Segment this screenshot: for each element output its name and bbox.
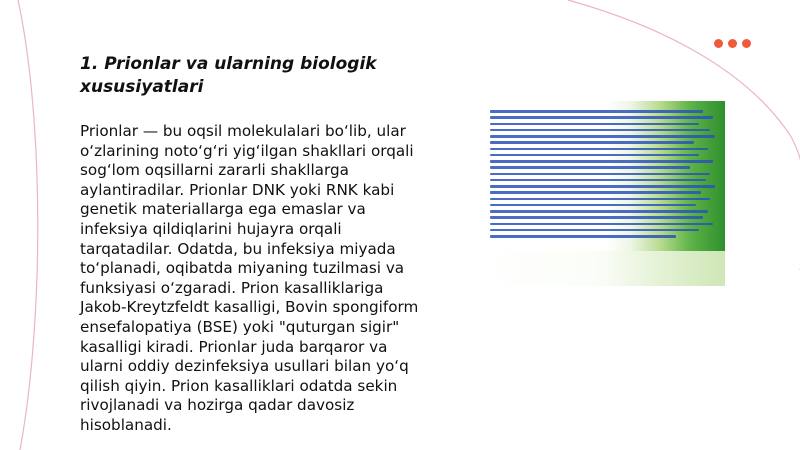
image-text-line [490, 204, 696, 207]
dot [728, 39, 737, 48]
slide-body-text: Prionlar — bu oqsil molekulalari bo‘lib, ular o‘zlarining noto‘g‘ri yig‘ilgan shakllari orqali sog‘lom oqsillarni zararli shakllarga aylantiradilar. Prionlar DNK yoki RNK kabi genetik materiallarga ega emaslar va infeksiya qildiqlarini hujayra orqali tarqatadilar. Odatda, bu infeksiya miyada to‘planadi, oqibatda miyaning tuzilmasi va funksiyasi o‘zgaradi. Prion kasalliklariga Jakob-Kreytzfeldt kasalligi, Bovin spongiform ensefalopatiya (BSE) yoki "quturgan sigir" kasalligi kiradi. Prionlar juda barqaror va ularni oddiy dezinfeksiya usullari bilan yo‘q qilish qiyin. Prion kasalliklari odatda sekin rivojlanadi va hozirga qadar davosiz hisoblanadi. [80, 122, 419, 434]
image-text-line [490, 110, 703, 113]
image-text-line [490, 123, 699, 126]
image-text-line [490, 223, 713, 226]
illegible-text-block [490, 110, 722, 241]
three-dots-icon [714, 39, 751, 48]
image-text-line [490, 129, 710, 132]
dot [714, 39, 723, 48]
image-text-line [490, 191, 701, 194]
image-text-line [490, 166, 690, 169]
image-text-line [490, 148, 708, 151]
image-bottom-band [476, 251, 725, 286]
image-text-line [490, 229, 699, 232]
image-text-line [490, 185, 715, 188]
image-text-line [490, 210, 708, 213]
image-text-line [490, 216, 703, 219]
image-text-line [490, 160, 713, 163]
dot [742, 39, 751, 48]
image-text-line [490, 154, 699, 157]
image-text-line [490, 179, 706, 182]
image-text-line [490, 135, 715, 138]
image-text-line [490, 198, 710, 201]
image-text-line [490, 116, 713, 119]
slide-title: 1. Prionlar va ularning biologik xususiyatlari [80, 54, 377, 97]
image-text-line [490, 141, 694, 144]
text-illustration-image [476, 101, 725, 286]
image-text-line [490, 235, 676, 238]
image-text-line [490, 173, 710, 176]
